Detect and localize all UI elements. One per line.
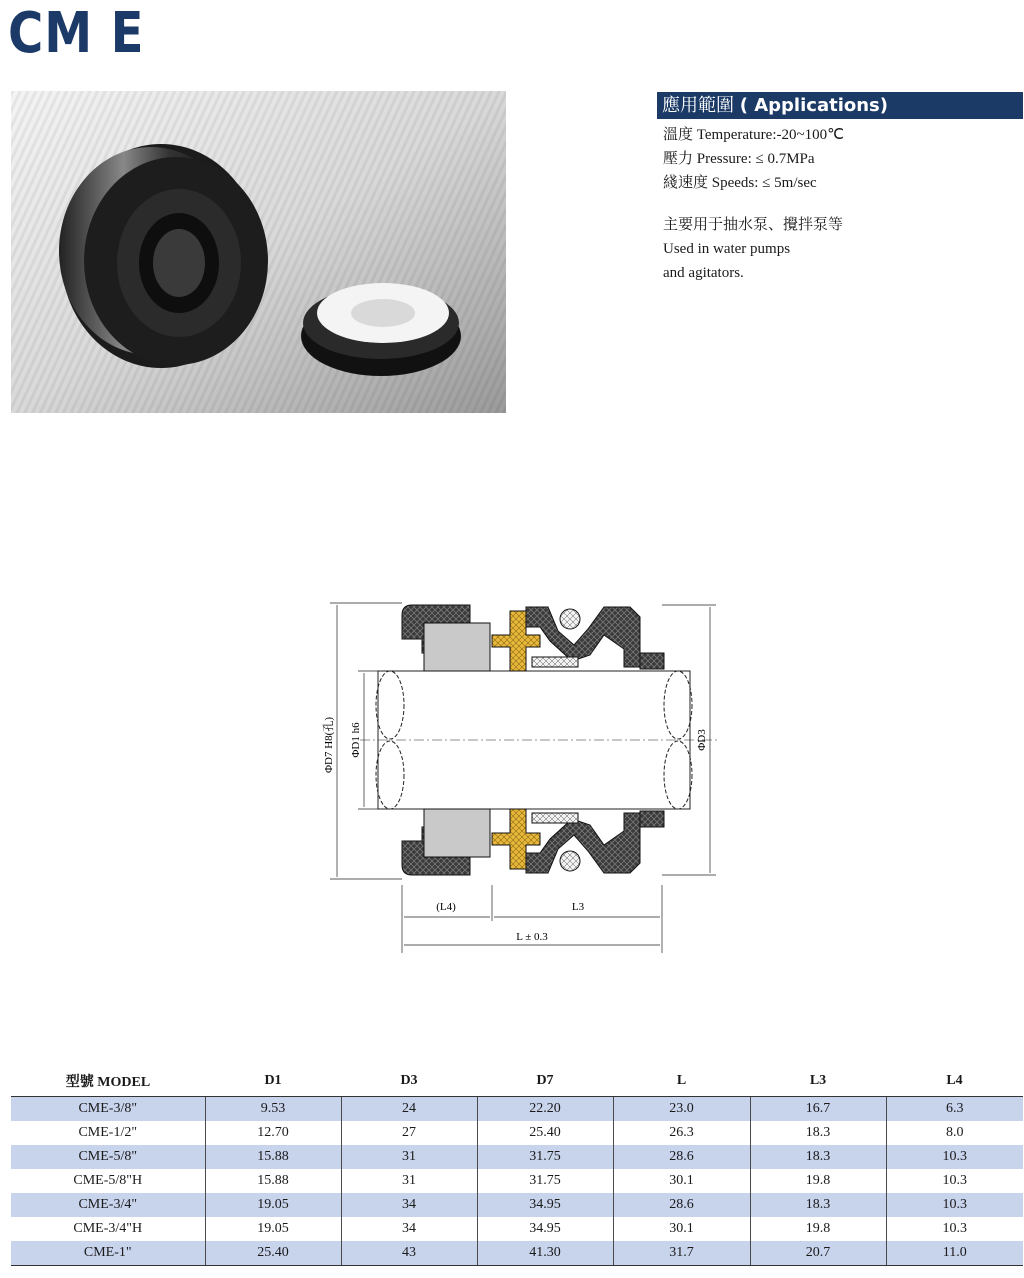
applications-heading-en: ( Applications): [739, 95, 888, 116]
cell-d1: 15.88: [205, 1145, 341, 1169]
cell-l: 23.0: [613, 1097, 750, 1122]
cell-d3: 34: [341, 1193, 477, 1217]
cell-d3: 31: [341, 1169, 477, 1193]
speed-line: 綫速度 Speeds: ≤ 5m/sec: [663, 175, 817, 191]
col-l3: L3: [750, 1066, 886, 1097]
seal-cross-section-diagram: [300, 595, 740, 955]
label-l: L ± 0.3: [516, 931, 548, 943]
cell-l3: 19.8: [750, 1217, 886, 1241]
table-row: [11, 1217, 1023, 1241]
cell-d7: 34.95: [477, 1193, 613, 1217]
label-d1: ΦD1 h6: [350, 722, 362, 758]
label-d7: ΦD7 H8(孔): [323, 716, 335, 774]
seal-photo-image: [11, 91, 506, 413]
cell-l4: 10.3: [886, 1217, 1023, 1241]
applications-heading: [657, 92, 1023, 119]
col-l4: L4: [886, 1066, 1023, 1097]
table-row: [11, 1121, 1023, 1145]
col-d7: D7: [477, 1066, 613, 1097]
cell-d3: 27: [341, 1121, 477, 1145]
usage-cn-line: 主要用于抽水泵、攪拌泵等: [663, 217, 844, 233]
spec-table-header: [11, 1066, 1023, 1097]
cell-l4: 10.3: [886, 1193, 1023, 1217]
cell-d7: 41.30: [477, 1241, 613, 1266]
cell-d1: 15.88: [205, 1169, 341, 1193]
cell-d7: 34.95: [477, 1217, 613, 1241]
cell-d1: 12.70: [205, 1121, 341, 1145]
cell-d1: 9.53: [205, 1097, 341, 1122]
pressure-line: 壓力 Pressure: ≤ 0.7MPa: [663, 151, 815, 167]
cell-model: CME-3/4"H: [73, 1221, 143, 1236]
cell-l3: 19.8: [750, 1169, 886, 1193]
cell-model: CME-3/4": [11, 1193, 205, 1217]
product-title: CM E: [8, 1, 145, 66]
cell-d1: 25.40: [205, 1241, 341, 1266]
table-row: [11, 1097, 1023, 1122]
col-d1: D1: [205, 1066, 341, 1097]
cell-l: 26.3: [613, 1121, 750, 1145]
cell-model: CME-5/8": [11, 1145, 205, 1169]
cell-model: CME-1/2": [78, 1125, 138, 1140]
cell-d3: 34: [341, 1217, 477, 1241]
cell-l4: 11.0: [886, 1241, 1023, 1266]
cell-l3: 20.7: [750, 1241, 886, 1266]
label-d3: ΦD3: [696, 729, 708, 751]
cell-d7: 22.20: [477, 1097, 613, 1122]
cell-d7: 25.40: [477, 1121, 613, 1145]
table-row: [11, 1241, 1023, 1266]
cell-d1: 19.05: [205, 1193, 341, 1217]
cell-l: 28.6: [613, 1193, 750, 1217]
cell-d1: 19.05: [205, 1217, 341, 1241]
usage-en-line-1: Used in water pumps: [663, 241, 791, 257]
cell-d3: 24: [341, 1097, 477, 1122]
cell-l3: 18.3: [750, 1145, 886, 1169]
cell-l: 31.7: [613, 1241, 750, 1266]
spec-table: [11, 1066, 1023, 1266]
cell-d3: 31: [341, 1145, 477, 1169]
cell-l: 28.6: [613, 1145, 750, 1169]
table-row: [11, 1169, 1023, 1193]
cell-d3: 43: [341, 1241, 477, 1266]
cell-model: CME-3/8": [11, 1097, 205, 1122]
applications-list: [663, 123, 844, 285]
label-l3: L3: [571, 901, 585, 913]
cell-l4: 8.0: [886, 1121, 1023, 1145]
cell-l4: 10.3: [886, 1169, 1023, 1193]
cell-l: 30.1: [613, 1217, 750, 1241]
table-row: [11, 1145, 1023, 1169]
usage-en-line-2: and agitators.: [663, 265, 744, 281]
cell-model: CME-1": [11, 1241, 205, 1266]
label-l4: (L4): [436, 901, 456, 913]
cell-l4: 6.3: [886, 1097, 1023, 1122]
cell-d7: 31.75: [477, 1145, 613, 1169]
temperature-line: 溫度 Temperature:-20~100℃: [663, 127, 844, 143]
cell-l: 30.1: [613, 1169, 750, 1193]
product-photo: [11, 91, 506, 413]
col-d3: D3: [341, 1066, 477, 1097]
cell-l3: 18.3: [750, 1121, 886, 1145]
col-model: 型號 MODEL: [11, 1066, 205, 1097]
applications-heading-cn: 應用範圍: [662, 95, 734, 116]
cell-l4: 10.3: [886, 1145, 1023, 1169]
col-l: L: [613, 1066, 750, 1097]
cell-d7: 31.75: [477, 1169, 613, 1193]
cell-l3: 18.3: [750, 1193, 886, 1217]
cell-model: CME-5/8"H: [73, 1173, 143, 1188]
table-row: [11, 1193, 1023, 1217]
cell-l3: 16.7: [750, 1097, 886, 1122]
